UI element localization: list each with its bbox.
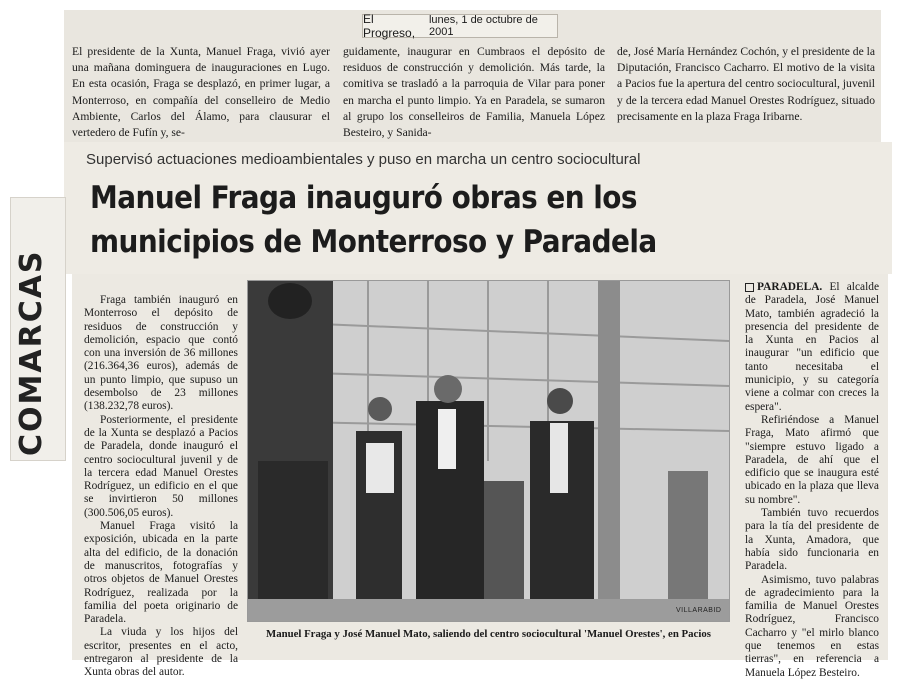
masthead — [362, 14, 558, 38]
right-paragraph: El alcalde de Paradela, José Manuel Mato, también agradeció la presencia del presidente de la Xunta en Pacios al inaugurar "un edificio que tanto necesitaba el municipio, y su categoría viene a colmar con creces la espera". — [745, 281, 879, 413]
right-column — [745, 281, 879, 680]
checkbox-bullet-icon — [745, 283, 754, 292]
right-paragraph: Refiriéndose a Manuel Fraga, Mato afirmó que "siempre estuvo ligado a Paradela, de ahí que el edificio que se inaugura esté ubicado en la plaza que lleva su nombre". — [745, 413, 879, 506]
publication-name: El Progreso, — [363, 12, 416, 40]
right-lead-paragraph — [745, 281, 879, 414]
top-column-1: El presidente de la Xunta, Manuel Fraga, vivió ayer una mañana dominguera de inauguraciones en Lugo. En esta ocasión, Fraga se desplazó, en primer lugar, a Monterroso, en compañía del conselleiro de Medio Ambiente, Carlos del Álamo, para clausurar el vertedero de Fufín y, se- — [72, 45, 330, 140]
photo-caption: Manuel Fraga y José Manuel Mato, saliendo del centro sociocultural 'Manuel Orestes', en Pacios — [266, 628, 711, 640]
section-label: COMARCAS — [14, 249, 49, 456]
publication-date: lunes, 1 de octubre de 2001 — [428, 14, 538, 38]
headline — [90, 176, 702, 264]
news-photo — [247, 280, 730, 622]
headline-line-2: municipios de Monterroso y Paradela — [90, 224, 657, 260]
right-paragraph: También tuvo recuerdos para la tía del presidente de la Xunta, Amadora, que había sido funcionaria en Paradela. — [745, 507, 879, 573]
left-paragraph: Fraga también inauguró en Monterroso el depósito de residuos de construcción y demolición, espacio que contó con una inversión de 36 millones (216.364,36 euros), además de un punto limpio, que supuso un desembolso de 23 millones (138.232,78 euros). — [84, 294, 238, 413]
top-column-3: de, José María Hernández Cochón, y el presidente de la Diputación, Francisco Cacharro. El motivo de la visita a Pacios fue la apertura del centro sociocultural, juvenil y de la tercera edad Manuel Orestes Rodríguez, situado precisamente en la plaza Fraga Iribarne. — [617, 45, 875, 123]
left-column — [84, 294, 238, 680]
left-paragraph: Posteriormente, el presidente de la Xunta se desplazó a Pacios de Paradela, donde inauguró el centro sociocultural juvenil y de la tercera edad Manuel Orestes Rodríguez, un edificio en el que se invirtieron 50 millones (300.506,05 euros). — [84, 413, 238, 519]
right-lead: PARADELA. — [757, 281, 823, 293]
left-paragraph: La viuda y los hijos del escritor, presentes en el acto, entregaron al presidente de la Xunta obras del autor. — [84, 626, 238, 679]
headline-line-1: Manuel Fraga inauguró obras en los — [90, 180, 638, 216]
kicker: Supervisó actuaciones medioambientales y puso en marcha un centro sociocultural — [86, 151, 641, 168]
left-paragraph: Manuel Fraga visitó la exposición, ubicada en la parte alta del edificio, de la donación de manuscritos, fotografías y otros objetos de Manuel Orestes Rodríguez, realizada por la familia del poeta originario de Paradela. — [84, 520, 238, 626]
right-paragraph: Asimismo, tuvo palabras de agradecimiento para la familia de Manuel Orestes Rodríguez, Francisco Cacharro y "el mirlo blanco que tenemos en estas tierras", en referencia a Manuela López Besteiro. — [745, 573, 879, 679]
top-column-2: guidamente, inaugurar en Cumbraos el depósito de residuos de construcción y demolición. Más tarde, la comitiva se trasladó a la parroquia de Vilar para poner en marcha el punto limpio. Ya en Paradela, se sumaron al grupo los conselleiros de Familia, Manuela López Besteiro, y Sanida- — [343, 45, 605, 140]
photo-credit: VILLARABID — [676, 607, 722, 614]
photo-illustration — [248, 281, 729, 621]
